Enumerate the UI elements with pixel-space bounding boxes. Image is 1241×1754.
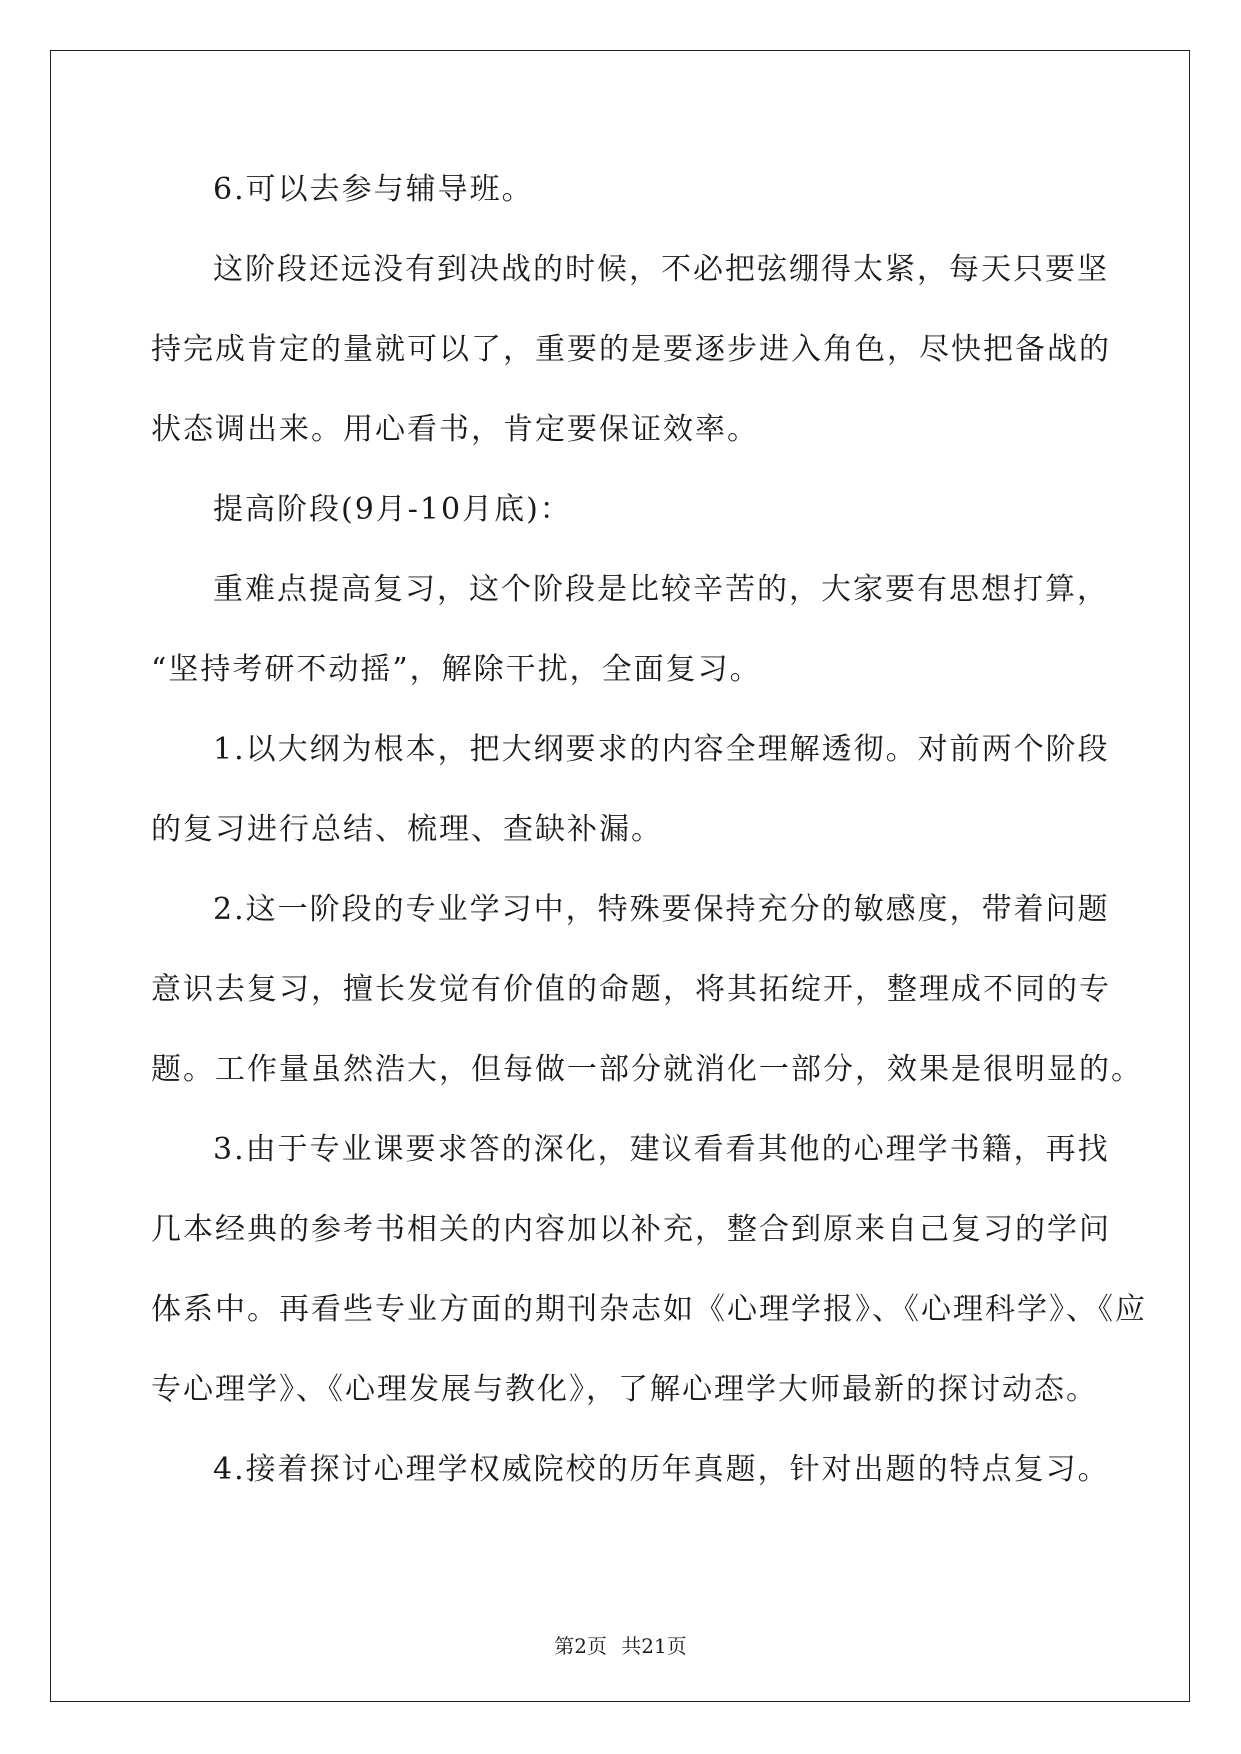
text-line: 6.可以去参与辅导班。 <box>213 172 534 207</box>
text-line: 1.以大纲为根本，把大纲要求的内容全理解透彻。对前两个阶段 <box>213 732 1110 767</box>
text-line: 2.这一阶段的专业学习中，特殊要保持充分的敏感度，带着问题 <box>213 892 1110 927</box>
document-body <box>151 165 1147 1525</box>
text-line: 意识去复习，擅长发觉有价值的命题，将其拓绽开，整理成不同的专 <box>151 972 1111 1007</box>
text-line: 重难点提高复习，这个阶段是比较辛苦的，大家要有思想打算， <box>213 572 1109 607</box>
section-heading: 提高阶段(9月-10月底)： <box>213 492 572 527</box>
text-line: 的复习进行总结、梳理、查缺补漏。 <box>151 812 663 847</box>
total-pages: 共21页 <box>621 1634 687 1658</box>
text-line: 持完成肯定的量就可以了，重要的是要逐步进入角色，尽快把备战的 <box>151 332 1111 367</box>
text-line: 状态调出来。用心看书，肯定要保证效率。 <box>151 412 759 447</box>
text-line: “坚持考研不动摇”，解除干扰，全面复习。 <box>151 652 762 687</box>
page-footer <box>0 1630 1241 1659</box>
text-line: 体系中。再看些专业方面的期刊杂志如《心理学报》、《心理科学》、《应 <box>151 1292 1147 1327</box>
text-line: 3.由于专业课要求答的深化，建议看看其他的心理学书籍，再找 <box>213 1132 1110 1167</box>
text-line: 4.接着探讨心理学权威院校的历年真题，针对出题的特点复习。 <box>213 1452 1110 1487</box>
text-line: 这阶段还远没有到决战的时候，不必把弦绷得太紧，每天只要坚 <box>213 252 1109 287</box>
page-number: 第2页 <box>554 1634 607 1658</box>
text-line: 专心理学》、《心理发展与教化》，了解心理学大师最新的探讨动态。 <box>151 1372 1098 1407</box>
text-line: 题。工作量虽然浩大，但每做一部分就消化一部分，效果是很明显的。 <box>151 1052 1143 1087</box>
text-line: 几本经典的参考书相关的内容加以补充，整合到原来自己复习的学问 <box>151 1212 1111 1247</box>
